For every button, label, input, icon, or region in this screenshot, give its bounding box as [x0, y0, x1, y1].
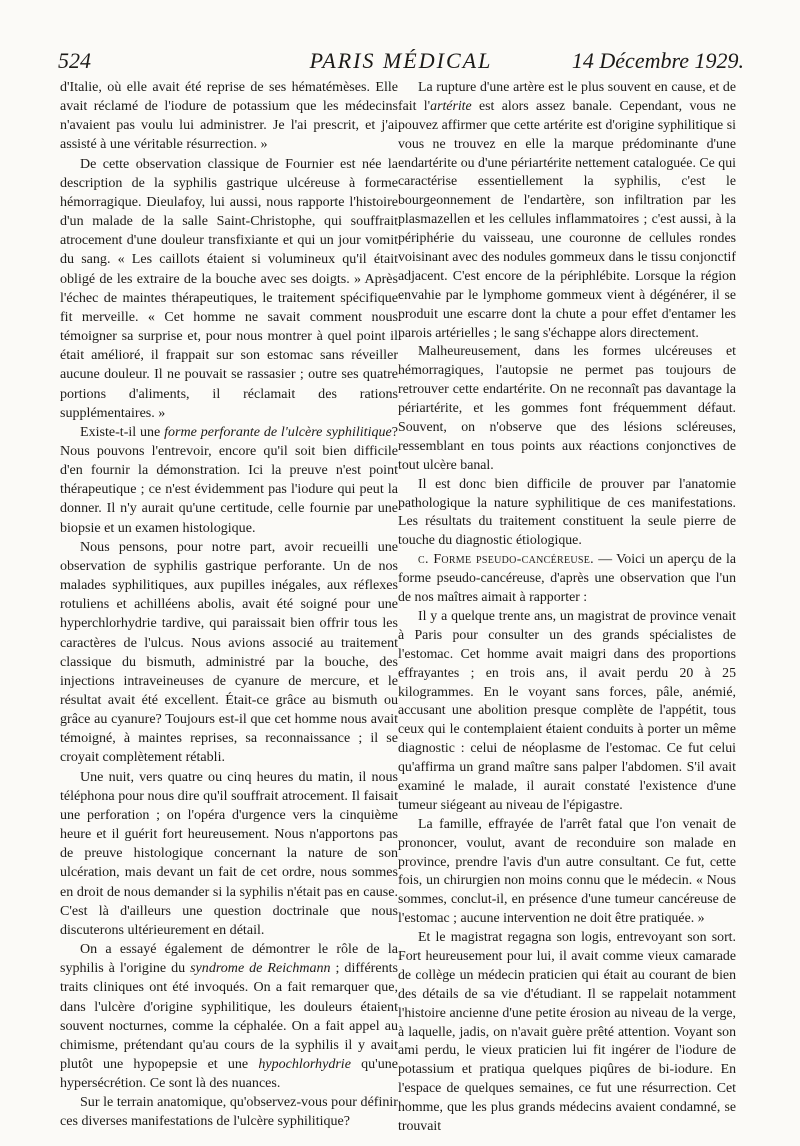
paragraph: Existe-t-il une forme perforante de l'ulcère syphilitique? Nous pouvons l'entrevoir, encore qu'il soit bien difficile d'en fournir la démonstration. Ici la preuve n'est point thérapeutique ; ce n'est évidemment pas l'iodure qui peut la donner. Il n'y aurait qu'une certitude, celle fournie par une biopsie et un examen histologique.	[60, 423, 399, 536]
right-column	[398, 78, 736, 1136]
emphasis: syndrome de Reichmann	[190, 960, 331, 977]
paragraph: On a essayé également de démontrer le rôle de la syphilis à l'origine du syndrome de Reichmann ; différents traits cliniques ont été invoqués. On a fait remarquer que, dans l'ulcère d'origine syphilitique, les douleurs étaient souvent nocturnes, comme la céphalée. On a fait appel au chimisme, prétendant qu'au cours de la syphilis il y avait plutôt une hypopepsie et une hypochlorhydrie qu'une hypersécrétion. Ce sont là des nuances.	[60, 941, 398, 1092]
section-heading: c. Forme pseudo-cancéreuse.	[418, 551, 594, 567]
page-number: 524	[58, 48, 91, 73]
page-header	[58, 48, 744, 78]
paragraph: Il y a quelque trente ans, un magistrat de province venait à Paris pour consulter un des grands spécialistes de l'estomac. Cet homme avait maigri dans des proportions effrayantes ; en trois ans, il avait perdu 20 à 25 kilogrammes. En le voyant sans forces, pâle, anémié, accusant une abolition presque complète de l'appétit, tous ceux qui le contemplaient étaient conduits à porter un même diagnostic : celui de néoplasme de l'estomac. Ce fut celui qu'affirma un grand maître sans palper l'abdomen. S'il avait examiné le malade, il aurait constaté l'existence d'une tumeur siégeant au niveau de l'épigastre.	[398, 607, 736, 812]
paragraph: Nous pensons, pour notre part, avoir recueilli une observation de syphilis gastrique perforante. Un de nos malades syphilitiques, aux pupilles inégales, aux réflexes rotuliens et achilléens abolis, avait été soigné pour une hyperchlorhydrie tardive, qui paraissait bien offrir tous les caractères de l'ulcus. Nous avions associé au traitement classique du bismuth, administré par la bouche, des injections intraveineuses de cyanure de mercure, et le résultat avait été excellent. Était-ce grâce au bismuth ou grâce au cyanure? Toujours est-il que cet homme nous avait témoigné, à maintes reprises, sa reconnaissance ; il se croyait complètement rétabli.	[60, 538, 398, 766]
paragraph: d'Italie, où elle avait été reprise de ses hématémèses. Elle avait réclamé de l'iodure de potassium que les médecins n'avaient pas voulu lui administrer. Je l'ai prescrit, et j'ai assisté à une véritable résurrection. »	[60, 79, 398, 153]
left-column	[60, 78, 398, 1132]
paragraph: Malheureusement, dans les formes ulcéreuses et hémorragiques, l'autopsie ne permet pas toujours de retrouver cette endartérite. On ne reconnaît pas davantage la périartérite, et les gommes font fréquemment défaut. Souvent, on n'observe que des lésions scléreuses, ressemblant en tous points aux réactions conjonctives de tout ulcère banal.	[398, 343, 736, 472]
paragraph: De cette observation classique de Fournier est née la description de la syphilis gastrique ulcéreuse à forme hémorragique. Dieulafoy, lui aussi, nous rapporte l'histoire d'un malade de la salle Saint-Christophe, qui souffrait atrocement d'une douleur transfixiante et qui un jour vomit du sang. « Les caillots étaient si volumineux qu'il était obligé de les extraire de la bouche avec ses doigts. » Après l'échec de maintes thérapeutiques, le traitement spécifique fit merveille. « Cet homme ne savait comment nous témoigner sa surprise et, pour nous montrer à quel point il était amélioré, il frappait sur son estomac sans réveiller aucune douleur. Il ne pouvait se rassasier ; outre ses quatre portions d'aliments, il réclamait des rations supplémentaires. »	[60, 155, 398, 421]
emphasis: forme perforante de l'ulcère syphilitique	[164, 423, 392, 440]
paragraph: Il est donc bien difficile de prouver par l'anatomie pathologique la nature syphilitique de ces manifestations. Les résultats du traitement constituent la seule pierre de touche du diagnostic étiologique.	[398, 475, 736, 548]
emphasis: artérite	[430, 97, 472, 113]
emphasis: hypochlorhydrie	[258, 1055, 351, 1072]
paragraph: La famille, effrayée de l'arrêt fatal que l'on venait de prononcer, voulut, avant de reconduire son malade en province, prendre l'avis d'un autre consultant. Ce fut, cette fois, un chirurgien non moins connu que le médecin. « Nous sommes, conclut-il, en présence d'une tumeur cancéreuse de l'estomac ; aucune intervention ne doit être pratiquée. »	[398, 815, 736, 926]
paragraph: La rupture d'une artère est le plus souvent en cause, et de fait l'artérite est alors assez banale. Cependant, vous ne pouvez affirmer que cette artérite est d'origine syphilitique si vous ne trouvez en elle la marque prédominante d'une endartérite ou d'une périartérite nettement cataloguée. Ce qui caractérise essentiellement la syphilis, c'est le bourgeonnement de l'endartère, son infiltration par les plasmazellen et les cellules inflammatoires ; c'est aussi, à la périphérie du vaisseau, une couronne de cellules rondes voisinant avec des nodules gommeux dans le tissu conjonctif adjacent. C'est encore de la périphlébite. Lorsque la région envahie par le lymphome gommeux vient à dégénérer, il se produit une escarre dont la chute a pour effet d'entamer les parois artérielles ; le sang s'échappe alors directement.	[398, 79, 736, 340]
issue-date: 14 Décembre 1929.	[571, 48, 744, 73]
paragraph: Et le magistrat regagna son logis, entrevoyant son sort. Fort heureusement pour lui, il avait comme vieux camarade de collège un médecin praticien qui était au courant de bien des détails de sa vie d'étudiant. Il se rappelait notamment l'histoire ancienne d'une petite érosion au niveau de la verge, à laquelle, jadis, on n'avait guère prêté attention. Voyant son ami perdu, le vieux praticien lui fit ingérer de l'iodure de potassium et pratiqua quelques piqûres de bi-iodure. En l'espace de quelques semaines, ce fut une résurrection. Cet homme, que les plus grands médecins avaient condamné, se trouvait	[398, 929, 736, 1133]
paragraph: Sur le terrain anatomique, qu'observez-vous pour définir ces diverses manifestations de l'ulcère syphilitique?	[60, 1094, 398, 1130]
paragraph: c. Forme pseudo-cancéreuse. — Voici un aperçu de la forme pseudo-cancéreuse, d'après une observation que l'un de nos maîtres aimait à rapporter :	[398, 551, 736, 605]
paragraph: Une nuit, vers quatre ou cinq heures du matin, il nous téléphona pour nous dire qu'il souffrait atrocement. Il faisait une perforation ; on l'opéra d'urgence vers la cinquième heure et il guérit fort heureusement. Nous n'apportons pas de preuve histologique concernant la nature de son ulcération, mais devant un fait de cet ordre, nous sommes en droit de nous demander si la syphilis n'était pas en cause. C'est là d'ailleurs une question doctrinale que nous discuterons ultérieurement en détail.	[60, 768, 398, 938]
running-title: PARIS MÉDICAL	[309, 48, 493, 73]
